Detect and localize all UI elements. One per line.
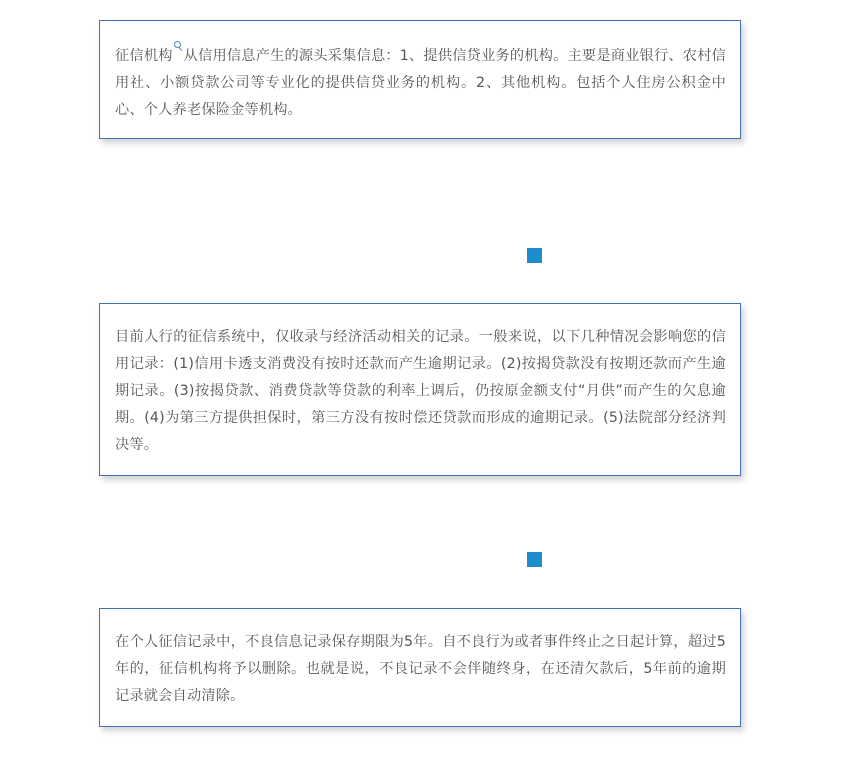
card-1-text: 从信用信息产生的源头采集信息：1、提供信贷业务的机构。主要是商业银行、农村信用社、小额贷款公司等专业化的提供信贷业务的机构。2、其他机构。包括个人住房公积金中心、个人养老保险金等机构。	[115, 48, 726, 118]
card-2-paragraph: 目前人行的征信系统中，仅收录与经济活动相关的记录。一般来说，以下几种情况会影响您的信用记录：(1)信用卡透支消费没有按时还款而产生逾期记录。(2)按揭贷款没有按期还款而产生逾期记录。(3)按揭贷款、消费贷款等贷款的利率上调后，仍按原金额支付“月供”而产生的欠息逾期。(4)为第三方提供担保时，第三方没有按时偿还贷款而形成的逾期记录。(5)法院部分经济判决等。	[115, 329, 726, 453]
section-divider-square-1	[527, 248, 542, 263]
info-card-1	[99, 20, 741, 139]
section-divider-square-2	[527, 552, 542, 567]
info-card-2	[99, 303, 741, 476]
card-3-paragraph: 在个人征信记录中，不良信息记录保存期限为5年。自不良行为或者事件终止之日起计算，超过5年的，征信机构将予以删除。也就是说，不良记录不会伴随终身，在还清欠款后，5年前的逾期记录就会自动清除。	[115, 634, 726, 704]
card-1-paragraph	[115, 41, 726, 124]
search-icon[interactable]	[174, 41, 183, 53]
credit-agency-link[interactable]: 征信机构	[115, 48, 173, 64]
info-card-3	[99, 608, 741, 727]
